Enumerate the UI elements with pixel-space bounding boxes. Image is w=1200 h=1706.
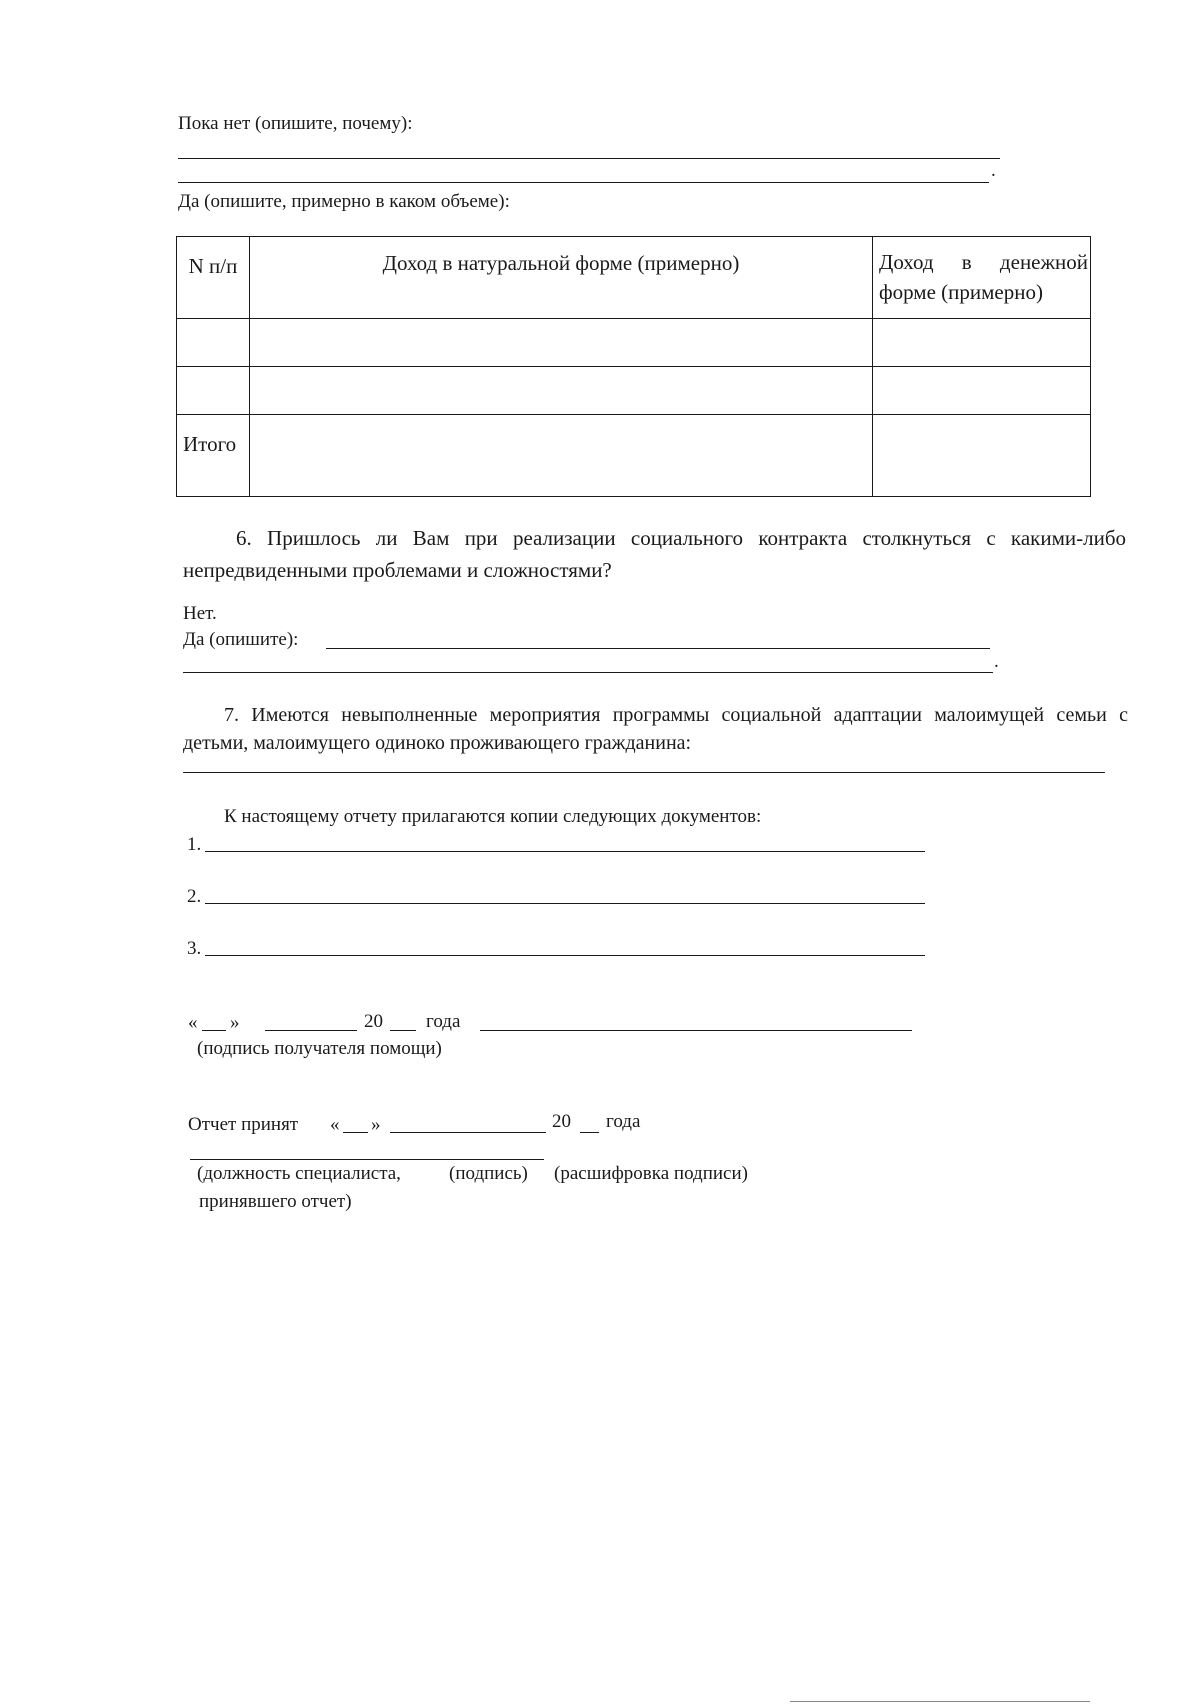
not-yet-line-1[interactable] [178, 158, 1000, 159]
header-num: N п/п [177, 237, 250, 319]
cell-num[interactable] [177, 319, 250, 367]
total-label: Итого [177, 415, 250, 497]
not-yet-label: Пока нет (опишите, почему): [178, 113, 413, 134]
scan-edge-mark [790, 1701, 1090, 1702]
attachment-number-2: 2. [187, 886, 202, 907]
income-table [176, 236, 1091, 497]
q6-period: . [994, 651, 999, 672]
specialist-signature-line[interactable] [190, 1159, 544, 1160]
specialist-caption-signature: (подпись) [449, 1163, 528, 1184]
table-row [177, 367, 1091, 415]
cell-natural[interactable] [250, 319, 873, 367]
yes-volume-label: Да (опишите, примерно в каком объеме): [178, 191, 510, 212]
date-year-line[interactable] [390, 1030, 416, 1031]
accepted-year-prefix: 20 [552, 1111, 571, 1132]
attachments-intro: К настоящему отчету прилагаются копии следующих документов: [224, 806, 762, 827]
cell-natural[interactable] [250, 367, 873, 415]
date-close-quote: » [230, 1012, 240, 1033]
accepted-month-line[interactable] [390, 1132, 546, 1133]
header-natural-income: Доход в натуральной форме (примерно) [250, 237, 873, 319]
date-day-line[interactable] [202, 1030, 226, 1031]
not-yet-period: . [991, 160, 996, 181]
accepted-open-quote: « [330, 1114, 340, 1135]
accepted-day-line[interactable] [343, 1132, 368, 1133]
specialist-caption-accepted: принявшего отчет) [199, 1191, 352, 1212]
table-row [177, 319, 1091, 367]
year-word: года [426, 1011, 461, 1032]
q6-yes-option: Да (опишите): [183, 629, 299, 650]
not-yet-line-2[interactable] [178, 182, 989, 183]
question-6: 6. Пришлось ли Вам при реализации социального контракта столкнуться с какими-либо непредвиденными проблемами и сложностями? [183, 526, 1126, 582]
date-open-quote: « [188, 1012, 198, 1033]
total-money-cell[interactable] [873, 415, 1091, 497]
header-money-income: Доход в денежной форме (примерно) [873, 237, 1091, 319]
cell-money[interactable] [873, 367, 1091, 415]
recipient-signature-caption: (подпись получателя помощи) [197, 1038, 442, 1059]
specialist-caption-transcript: (расшифровка подписи) [554, 1163, 748, 1184]
accepted-year-word: года [606, 1111, 641, 1132]
accepted-year-line[interactable] [580, 1132, 599, 1133]
q7-answer-line[interactable] [183, 772, 1105, 773]
recipient-signature-line[interactable] [480, 1030, 912, 1031]
q6-answer-line-2[interactable] [183, 672, 993, 673]
attachment-number-3: 3. [187, 938, 202, 959]
attachment-number-1: 1. [187, 834, 202, 855]
question-7: 7. Имеются невыполненные мероприятия программы социальной адаптации малоимущей семьи с детьми, малоимущего одиноко проживающего гражданина: [183, 704, 1128, 754]
specialist-caption-position: (должность специалиста, [197, 1163, 401, 1184]
year-prefix: 20 [364, 1011, 383, 1032]
total-natural-cell[interactable] [250, 415, 873, 497]
report-accepted-label: Отчет принят [188, 1114, 299, 1135]
accepted-close-quote: » [371, 1114, 381, 1135]
cell-num[interactable] [177, 367, 250, 415]
attachment-line-3[interactable] [205, 955, 925, 956]
q6-no-option: Нет. [183, 603, 217, 624]
cell-money[interactable] [873, 319, 1091, 367]
q6-answer-line-1[interactable] [326, 648, 990, 649]
date-month-line[interactable] [265, 1030, 357, 1031]
attachment-line-2[interactable] [205, 903, 925, 904]
attachment-line-1[interactable] [205, 851, 925, 852]
